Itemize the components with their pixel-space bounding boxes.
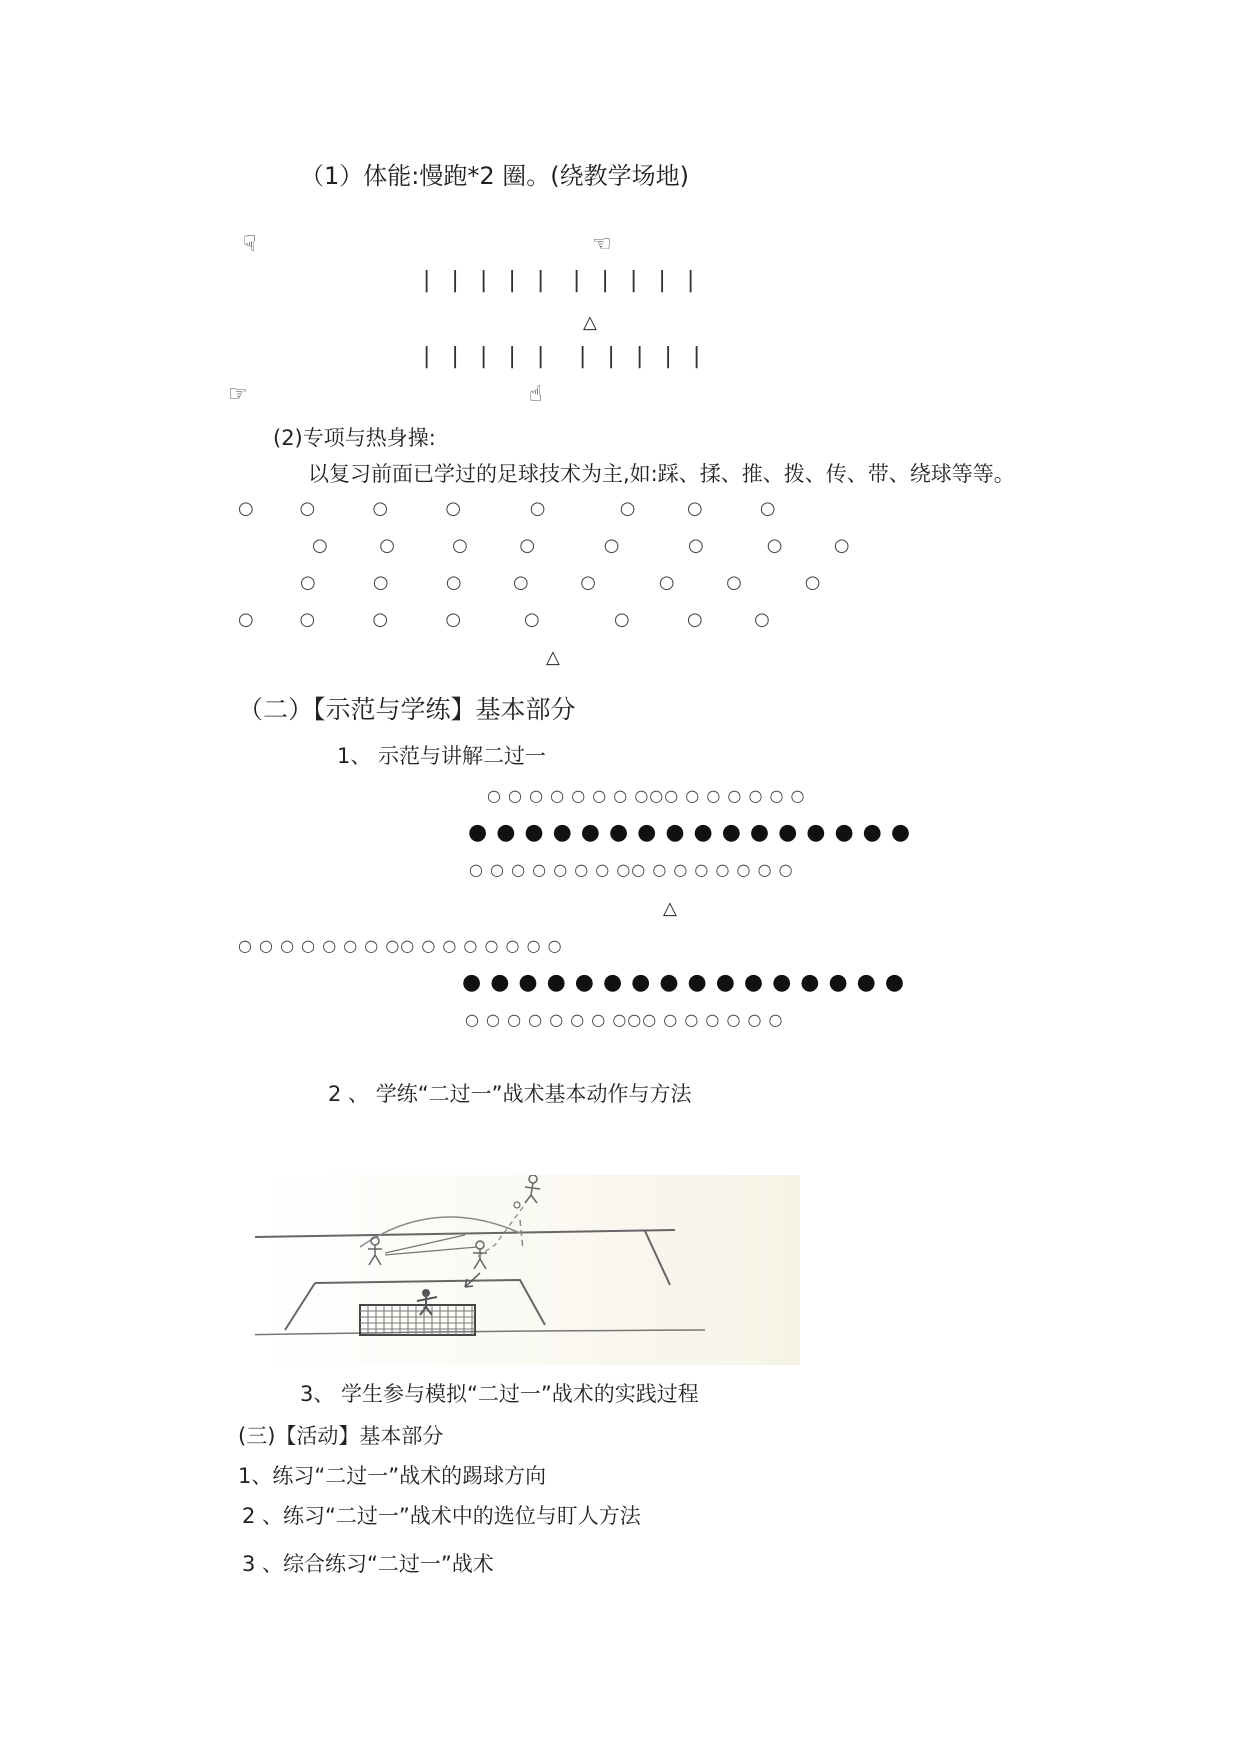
- special-description: 以复习前面已学过的足球技术为主,如:踩、揉、推、拨、传、带、绕球等等。: [308, 462, 1015, 486]
- circle-row-3: ○ ○ ○ ○ ○ ○ ○ ○: [300, 572, 821, 593]
- circle-row-1: ○ ○ ○ ○ ○ ○ ○ ○: [238, 498, 776, 519]
- section3-heading: (三)【活动】基本部分: [238, 1424, 444, 1448]
- lane-bars-row2-left: | | | | |: [420, 344, 549, 369]
- teacher-triangle-marker: △: [546, 647, 560, 668]
- pointing-hand-left-icon: ☜: [592, 232, 612, 257]
- pointing-hand-right-icon: ☞: [228, 382, 248, 407]
- formation1-bottom-row: ○ ○ ○ ○ ○ ○ ○ ○○ ○ ○ ○ ○ ○ ○ ○: [469, 860, 794, 879]
- warmup-title: （1）体能:慢跑*2 圈。(绕教学场地): [300, 162, 689, 190]
- lane-bars-row1-right: | | | | |: [570, 268, 699, 293]
- section3-item2: 2 、练习“二过一”战术中的选位与盯人方法: [242, 1504, 641, 1528]
- two-pass-one-field-sketch: [255, 1175, 800, 1365]
- formation2-middle-row: ● ● ● ● ● ● ● ● ● ● ● ● ● ● ● ●: [462, 970, 906, 995]
- section2-item2: 2 、 学练“二过一”战术基本动作与方法: [328, 1082, 692, 1106]
- formation1-top-row: ○ ○ ○ ○ ○ ○ ○ ○○○ ○ ○ ○ ○ ○ ○: [487, 786, 806, 805]
- teacher-triangle-marker: △: [583, 312, 597, 333]
- pointing-hand-up-icon: ☝: [529, 382, 543, 407]
- circle-row-2: ○ ○ ○ ○ ○ ○ ○ ○: [312, 535, 850, 556]
- section3-item1: 1、练习“二过一”战术的踢球方向: [238, 1464, 547, 1488]
- pointing-hand-down-icon: ☟: [243, 232, 257, 257]
- section2-item3: 3、 学生参与模拟“二过一”战术的实践过程: [300, 1382, 699, 1406]
- circle-row-4: ○ ○ ○ ○ ○ ○ ○ ○: [238, 609, 770, 630]
- section2-item1: 1、 示范与讲解二过一: [337, 744, 547, 768]
- formation2-top-row: ○ ○ ○ ○ ○ ○ ○ ○○ ○ ○ ○ ○ ○ ○ ○: [238, 936, 563, 955]
- formation2-bottom-row: ○ ○ ○ ○ ○ ○ ○ ○○○ ○ ○ ○ ○ ○ ○: [465, 1010, 784, 1029]
- section3-item3: 3 、综合练习“二过一”战术: [242, 1552, 494, 1576]
- lane-bars-row2-right: | | | | |: [576, 344, 705, 369]
- lane-bars-row1-left: | | | | |: [420, 268, 549, 293]
- special-title: (2)专项与热身操:: [273, 426, 436, 450]
- formation1-middle-row: ● ● ● ● ● ● ● ● ● ● ● ● ● ● ● ●: [468, 820, 912, 845]
- teacher-triangle-marker: △: [663, 898, 677, 919]
- section2-heading: （二）【示范与学练】基本部分: [238, 695, 576, 724]
